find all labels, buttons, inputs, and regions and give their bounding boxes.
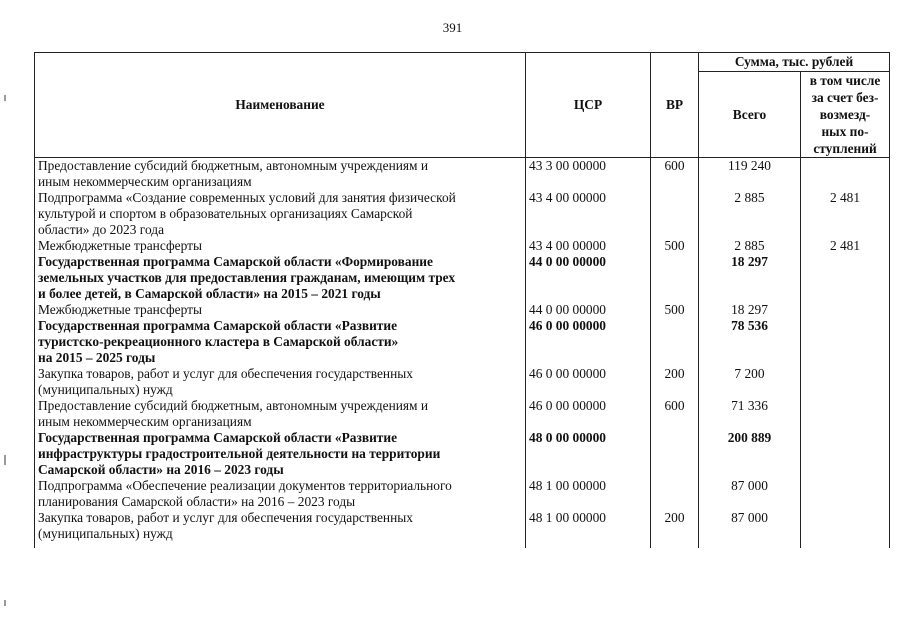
row-total: 87 000 <box>699 478 801 510</box>
row-name-line: и более детей, в Самарской области» на 2015 – 2021 годы <box>38 286 381 301</box>
header-grant-line: в том числе <box>809 73 881 88</box>
row-total: 71 336 <box>699 398 801 430</box>
row-csr: 48 0 00 00000 <box>526 430 651 478</box>
row-name <box>35 190 526 238</box>
row-name <box>35 238 526 254</box>
row-name-line: Предоставление субсидий бюджетным, автономным учреждениям и <box>38 158 429 173</box>
header-grant-line: ступлений <box>813 141 877 156</box>
row-name <box>35 254 526 302</box>
row-grant <box>801 254 890 302</box>
row-name-line: земельных участков для предоставления гражданам, имеющим трех <box>38 270 456 285</box>
row-vr: 600 <box>651 158 699 191</box>
scan-mark <box>4 455 6 465</box>
row-name <box>35 478 526 510</box>
header-name: Наименование <box>35 53 526 158</box>
row-vr: 200 <box>651 510 699 548</box>
header-grant-line: за счет без- <box>811 90 879 105</box>
row-name-line: (муниципальных) нужд <box>38 526 173 541</box>
table-header <box>35 53 890 158</box>
row-name-line: планирования Самарской области» на 2016 – 2023 годы <box>38 494 356 509</box>
row-name-line: культурой и спортом в образовательных организациях Самарской <box>38 206 413 221</box>
row-name-line: Государственная программа Самарской области «Развитие <box>38 430 398 445</box>
table-row <box>35 190 890 238</box>
row-vr: 200 <box>651 366 699 398</box>
row-name-line: Предоставление субсидий бюджетным, автономным учреждениям и <box>38 398 429 413</box>
row-total: 78 536 <box>699 318 801 366</box>
scan-mark <box>4 95 6 101</box>
row-name <box>35 318 526 366</box>
row-csr: 46 0 00 00000 <box>526 398 651 430</box>
row-total: 7 200 <box>699 366 801 398</box>
row-csr: 43 4 00 00000 <box>526 190 651 238</box>
row-name-line: Государственная программа Самарской области «Формирование <box>38 254 433 269</box>
row-name-line: Межбюджетные трансферты <box>38 302 202 317</box>
table-row <box>35 238 890 254</box>
row-total: 119 240 <box>699 158 801 191</box>
row-name-line: Подпрограмма «Создание современных условий для занятия физической <box>38 190 456 205</box>
row-name-line: на 2015 – 2025 годы <box>38 350 156 365</box>
row-total: 2 885 <box>699 238 801 254</box>
table-row <box>35 510 890 548</box>
budget-table <box>34 52 890 548</box>
scan-mark <box>4 600 6 606</box>
row-total: 18 297 <box>699 302 801 318</box>
row-name <box>35 366 526 398</box>
row-grant: 2 481 <box>801 238 890 254</box>
row-csr: 44 0 00 00000 <box>526 302 651 318</box>
row-name <box>35 510 526 548</box>
row-vr: 600 <box>651 398 699 430</box>
table-row <box>35 398 890 430</box>
row-vr <box>651 430 699 478</box>
row-total: 2 885 <box>699 190 801 238</box>
row-csr: 44 0 00 00000 <box>526 254 651 302</box>
row-grant <box>801 158 890 191</box>
row-grant <box>801 430 890 478</box>
row-name-line: Самарской области» на 2016 – 2023 годы <box>38 462 284 477</box>
row-grant <box>801 366 890 398</box>
row-csr: 46 0 00 00000 <box>526 366 651 398</box>
row-vr <box>651 190 699 238</box>
header-grant <box>801 72 890 158</box>
table-row <box>35 478 890 510</box>
table-row <box>35 158 890 191</box>
row-name-line: области» до 2023 года <box>38 222 165 237</box>
row-name-line: инфраструктуры градостроительной деятельности на территории <box>38 446 441 461</box>
row-grant <box>801 302 890 318</box>
row-total: 200 889 <box>699 430 801 478</box>
row-grant <box>801 398 890 430</box>
row-grant: 2 481 <box>801 190 890 238</box>
row-vr <box>651 318 699 366</box>
header-csr: ЦСР <box>526 53 651 158</box>
table-row <box>35 302 890 318</box>
header-grant-line: возмезд- <box>819 107 871 122</box>
table-row <box>35 430 890 478</box>
row-name <box>35 398 526 430</box>
row-name-line: Закупка товаров, работ и услуг для обеспечения государственных <box>38 510 413 525</box>
row-vr <box>651 478 699 510</box>
table-row <box>35 254 890 302</box>
row-total: 18 297 <box>699 254 801 302</box>
row-name-line: (муниципальных) нужд <box>38 382 173 397</box>
row-grant <box>801 318 890 366</box>
row-vr <box>651 254 699 302</box>
row-name-line: Государственная программа Самарской области «Развитие <box>38 318 398 333</box>
header-grant-line: ных по- <box>821 124 869 139</box>
row-grant <box>801 510 890 548</box>
row-vr: 500 <box>651 302 699 318</box>
row-csr: 43 4 00 00000 <box>526 238 651 254</box>
row-name-line: иным некоммерческим организациям <box>38 414 252 429</box>
table-row <box>35 366 890 398</box>
table-row <box>35 318 890 366</box>
row-vr: 500 <box>651 238 699 254</box>
row-csr: 46 0 00 00000 <box>526 318 651 366</box>
row-name-line: Межбюджетные трансферты <box>38 238 202 253</box>
row-name-line: туристско-рекреационного кластера в Самарской области» <box>38 334 399 349</box>
page-number: 391 <box>442 20 463 35</box>
header-vr: ВР <box>651 53 699 158</box>
header-sum-group: Сумма, тыс. рублей <box>699 53 890 72</box>
row-name <box>35 302 526 318</box>
row-name-line: иным некоммерческим организациям <box>38 174 252 189</box>
row-csr: 43 3 00 00000 <box>526 158 651 191</box>
row-name-line: Закупка товаров, работ и услуг для обеспечения государственных <box>38 366 413 381</box>
row-name-line: Подпрограмма «Обеспечение реализации документов территориального <box>38 478 452 493</box>
row-grant <box>801 478 890 510</box>
header-total: Всего <box>699 72 801 158</box>
row-name <box>35 430 526 478</box>
row-csr: 48 1 00 00000 <box>526 478 651 510</box>
row-total: 87 000 <box>699 510 801 548</box>
table-body <box>35 158 890 549</box>
row-name <box>35 158 526 191</box>
row-csr: 48 1 00 00000 <box>526 510 651 548</box>
